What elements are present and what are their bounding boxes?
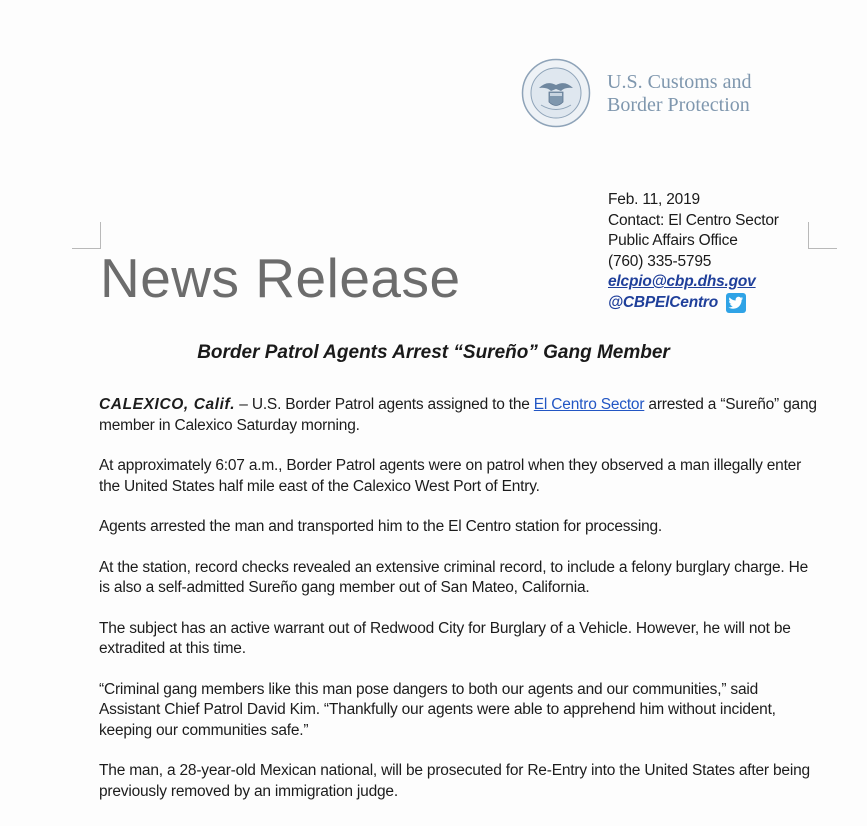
el-centro-sector-link[interactable]: El Centro Sector [533, 396, 645, 413]
headline: Border Patrol Agents Arrest “Sureño” Gang Member [197, 342, 670, 363]
agency-name-line-2: Border Protection [607, 94, 750, 116]
crop-mark-left [72, 222, 101, 249]
agency-name [607, 71, 751, 117]
contact-block [608, 190, 779, 313]
dhs-seal-icon [521, 58, 591, 128]
dateline: CALEXICO, Calif. [99, 396, 236, 413]
release-body [99, 395, 819, 822]
contact-phone: (760) 335-5795 [608, 252, 712, 270]
twitter-icon[interactable] [726, 293, 746, 313]
agency-name-line-1: U.S. Customs and [607, 71, 752, 93]
paragraph-7: The man, a 28-year-old Mexican national, will be prosecuted for Re-Entry into the United States after being previously removed by an immigration judge. [99, 762, 810, 800]
contact-office: Public Affairs Office [608, 232, 738, 249]
page-title: News Release [100, 247, 461, 309]
crop-mark-right [808, 222, 837, 249]
paragraph-1-pre: – U.S. Border Patrol agents assigned to the [235, 396, 534, 413]
contact-email-link[interactable]: elcpio@cbp.dhs.gov [608, 273, 756, 290]
contact-line: Contact: El Centro Sector [608, 211, 779, 229]
paragraph-4: At the station, record checks revealed an extensive criminal record, to include a felony burglary charge. He is also a self-admitted Sureño gang member out of San Mateo, California. [99, 558, 808, 596]
paragraph-2: At approximately 6:07 a.m., Border Patrol agents were on patrol when they observed a man illegally enter the United States half mile east of the Calexico West Port of Entry. [99, 457, 802, 495]
twitter-handle-text[interactable]: @CBPElCentro [608, 293, 719, 311]
paragraph-1 [99, 395, 819, 436]
release-date: Feb. 11, 2019 [608, 191, 700, 208]
paragraph-6: “Criminal gang members like this man pose dangers to both our agents and our communities,” said Assistant Chief Patrol David Kim. “Thankfully our agents were able to apprehend him without incident, keeping our communities safe.” [99, 680, 776, 739]
paragraph-5: The subject has an active warrant out of Redwood City for Burglary of a Vehicle. However, he will not be extradited at this time. [99, 619, 791, 657]
paragraph-3: Agents arrested the man and transported him to the El Centro station for processing. [99, 518, 663, 535]
paragraph-1-post: arrested a “Sureño” gang member in Calexico Saturday morning. [99, 396, 817, 434]
twitter-handle[interactable] [608, 293, 779, 314]
